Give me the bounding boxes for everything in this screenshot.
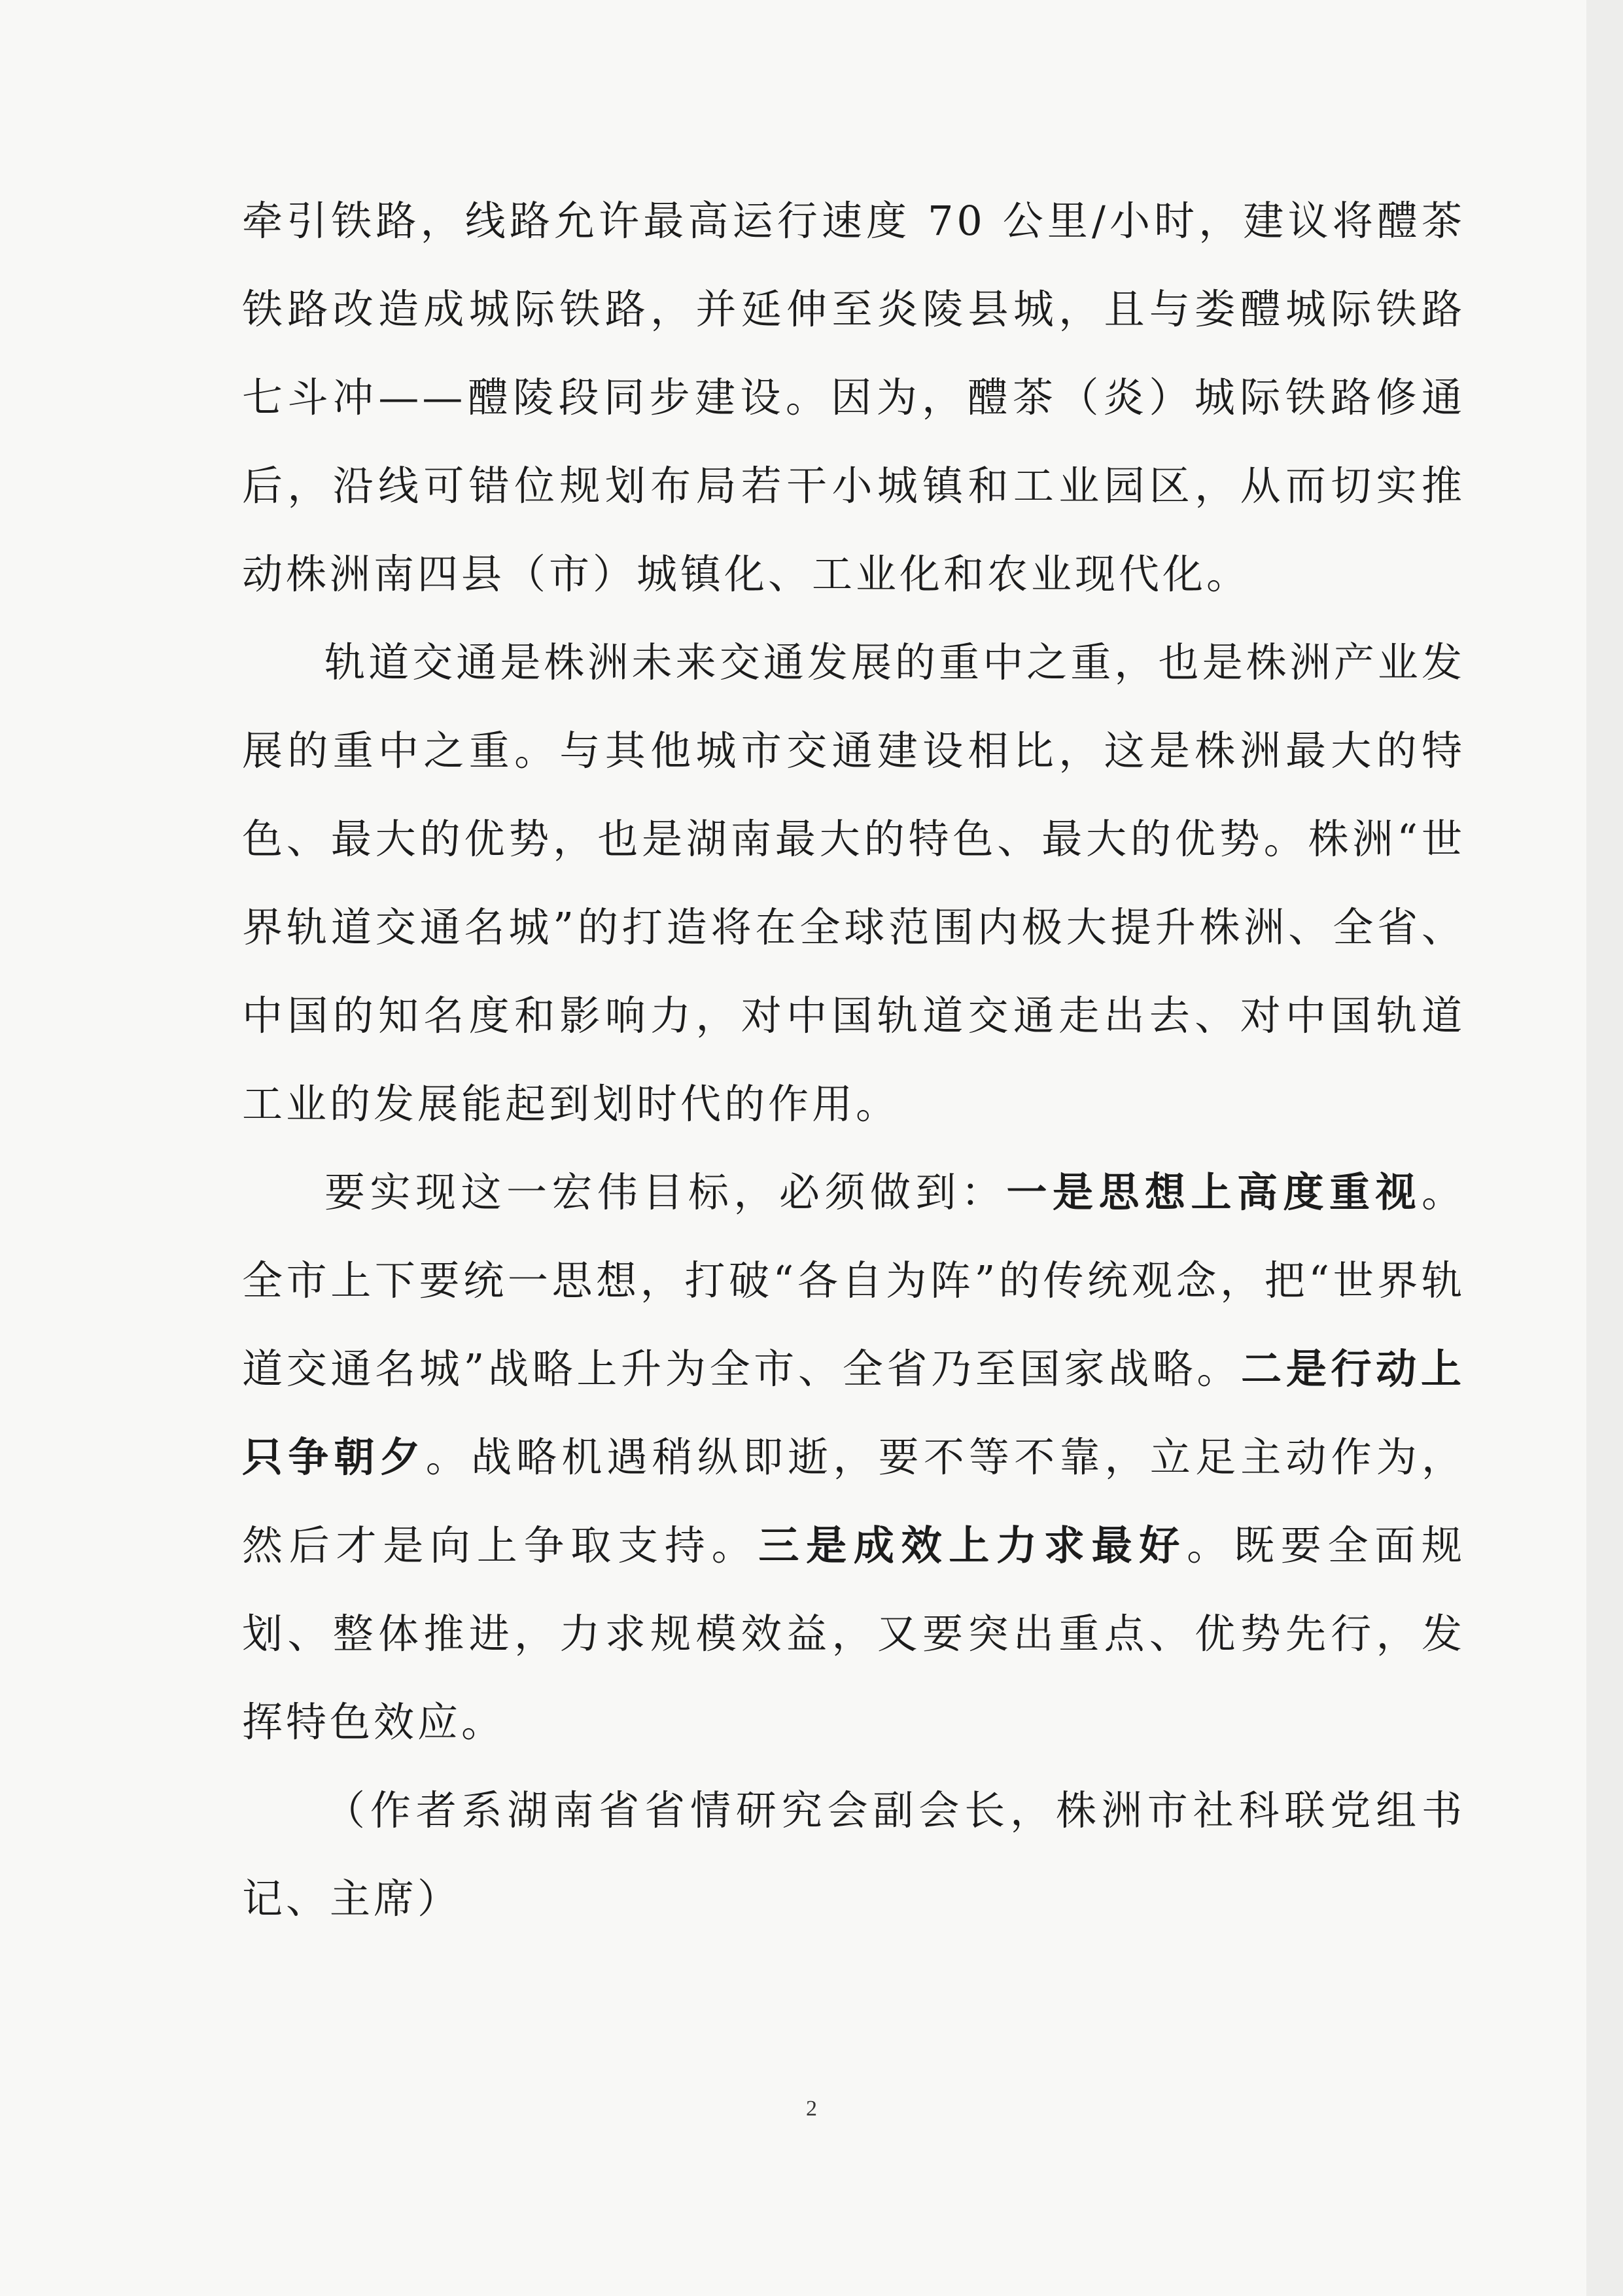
paragraph-author-note: （作者系湖南省省情研究会副会长，株洲市社科联党组书记、主席） <box>242 1786 1465 1922</box>
requirement-one-text: 。全市上下要统一思想，打破“各自为阵”的传统观念，把“世界轨道交通名城”战略上升为全市、全省乃至国家战略。 <box>242 1168 1465 1393</box>
requirement-two-heading: 二是行动上只争朝夕 <box>242 1345 1465 1481</box>
page-number: 2 <box>806 2096 817 2121</box>
paragraph-goal-requirements <box>242 1148 1465 1766</box>
paragraph-railway-proposal: 牵引铁路，线路允许最高运行速度 70 公里/小时，建议将醴茶铁路改造成城际铁路，并延伸至炎陵县城，且与娄醴城际铁路七斗冲——醴陵段同步建设。因为，醴茶（炎）城际铁路修通后，沿线可错位规划布局若干小城镇和工业园区，从而切实推动株洲南四县（市）城镇化、工业化和农业现代化。 <box>242 197 1465 598</box>
requirement-one-heading: 一是思想上高度重视 <box>1006 1168 1422 1216</box>
requirement-three-heading: 三是成效上力求最好 <box>758 1522 1187 1569</box>
requirement-three-text: 。既要全面规划、整体推进，力求规模效益，又要突出重点、优势先行，发挥特色效应。 <box>242 1522 1465 1746</box>
requirement-two-text: 。战略机遇稍纵即逝，要不等不靠，立足主动作为，然后才是向上争取支持。 <box>242 1433 1465 1569</box>
requirements-intro: 要实现这一宏伟目标，必须做到： <box>324 1168 1007 1216</box>
scan-edge-shadow <box>1586 0 1623 2296</box>
paragraph-rail-transit-importance: 轨道交通是株洲未来交通发展的重中之重，也是株洲产业发展的重中之重。与其他城市交通建设相比，这是株洲最大的特色、最大的优势，也是湖南最大的特色、最大的优势。株洲“世界轨道交通名城”的打造将在全球范围内极大提升株洲、全省、中国的知名度和影响力，对中国轨道交通走出去、对中国轨道工业的发展能起到划时代的作用。 <box>242 638 1465 1128</box>
